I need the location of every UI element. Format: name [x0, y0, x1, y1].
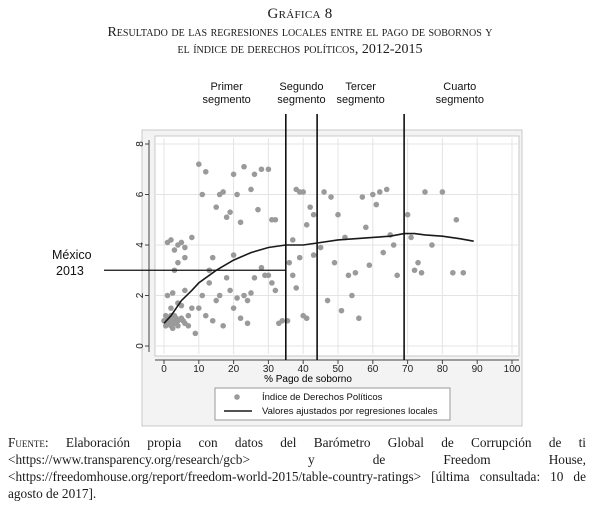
data-point-102 [318, 245, 324, 251]
data-point-24 [179, 240, 185, 246]
data-point-69 [220, 323, 226, 329]
data-point-86 [280, 318, 286, 324]
data-point-54 [248, 187, 254, 193]
data-point-110 [360, 194, 366, 200]
y-tick-label-0: 0 [135, 343, 146, 349]
data-point-131 [440, 189, 446, 195]
data-point-49 [227, 209, 233, 215]
data-point-61 [224, 275, 230, 281]
data-point-134 [460, 270, 466, 276]
data-point-74 [241, 293, 247, 299]
data-point-21 [168, 237, 174, 243]
data-point-123 [380, 250, 386, 256]
data-point-84 [231, 252, 237, 258]
x-tick-label-2: 20 [228, 364, 240, 375]
x-tick-label-3: 30 [262, 364, 274, 375]
y-tick-label-1: 2 [135, 292, 146, 299]
data-point-113 [373, 202, 379, 208]
data-point-130 [429, 242, 435, 248]
data-point-96 [293, 285, 299, 291]
data-point-62 [196, 305, 202, 311]
data-point-99 [311, 252, 317, 258]
legend-item-points: Índice de Derechos Políticos [262, 392, 383, 403]
figure-title-line-2: el índice de derechos políticos, 2012-2015 [177, 42, 423, 57]
data-point-16 [173, 320, 179, 326]
data-point-73 [238, 315, 244, 321]
source-lead: Fuente [8, 435, 45, 450]
x-tick-label-1: 10 [193, 364, 205, 375]
data-point-22 [172, 247, 178, 253]
data-point-87 [286, 260, 292, 266]
data-point-122 [367, 262, 373, 268]
data-point-47 [220, 189, 226, 195]
data-point-80 [266, 273, 272, 279]
data-point-65 [206, 280, 212, 286]
data-point-133 [454, 217, 460, 223]
data-point-53 [241, 164, 247, 170]
x-tick-label-0: 0 [161, 364, 167, 375]
data-point-40 [196, 161, 202, 167]
segment-labels [202, 81, 483, 106]
data-point-108 [353, 270, 359, 276]
data-point-88 [290, 237, 296, 243]
data-point-125 [405, 212, 411, 218]
segment-label-2-line-2: segmento [277, 94, 326, 106]
x-tick-label-6: 60 [367, 364, 379, 375]
x-tick-label-10: 100 [503, 364, 521, 375]
data-point-120 [339, 308, 345, 314]
mexico-label-line-1: México [52, 248, 92, 262]
y-tick-label-2: 4 [135, 242, 146, 248]
data-point-82 [273, 288, 279, 294]
segment-label-4-line-1: Cuarto [443, 81, 477, 93]
data-point-25 [182, 245, 188, 251]
x-axis-label: % Pago de soborno [264, 374, 352, 385]
data-point-15 [170, 326, 176, 332]
mexico-label-line-2: 2013 [56, 264, 84, 278]
data-point-64 [203, 313, 209, 319]
figure-label: Gráfica 8 [267, 6, 333, 22]
data-point-91 [300, 189, 306, 195]
x-tick-label-9: 90 [471, 364, 483, 375]
data-point-126 [408, 235, 414, 241]
data-point-26 [170, 290, 176, 296]
segment-label-3-line-2: segmento [336, 94, 385, 106]
data-point-60 [255, 207, 261, 213]
data-point-103 [321, 189, 327, 195]
data-point-98 [304, 315, 310, 321]
data-point-67 [213, 298, 219, 304]
data-point-104 [328, 194, 334, 200]
data-point-109 [356, 315, 362, 321]
y-tick-label-3: 6 [135, 191, 146, 198]
segment-label-1-line-2: segmento [202, 94, 251, 106]
x-tick-label-7: 70 [402, 364, 414, 375]
segment-label-4-line-2: segmento [435, 94, 484, 106]
data-point-128 [419, 270, 425, 276]
x-tick-label-4: 40 [297, 364, 309, 375]
data-point-71 [231, 305, 237, 311]
data-point-72 [234, 295, 240, 301]
source-note [8, 434, 586, 502]
data-point-44 [210, 255, 216, 261]
plot-area [155, 136, 519, 356]
data-point-105 [335, 212, 341, 218]
data-point-68 [217, 293, 223, 299]
data-point-83 [245, 298, 251, 304]
data-point-42 [203, 169, 209, 175]
y-tick-label-4: 8 [135, 141, 146, 147]
data-point-77 [252, 275, 258, 281]
legend-item-line: Valores ajustados por regresiones locales [262, 406, 438, 417]
data-point-124 [332, 260, 338, 266]
x-tick-label-8: 80 [436, 364, 448, 375]
data-point-93 [311, 212, 317, 218]
figure-title-line-1: Resultado de las regresiones locales entre el pago de sobornos y [107, 25, 493, 40]
data-point-31 [168, 305, 174, 311]
data-point-38 [182, 255, 188, 261]
data-point-48 [224, 214, 230, 220]
data-point-81 [269, 280, 275, 286]
data-point-115 [384, 187, 390, 193]
data-point-41 [199, 192, 205, 198]
data-point-33 [182, 288, 188, 294]
segment-label-2-line-1: Segundo [279, 81, 324, 93]
data-point-135 [415, 260, 421, 266]
data-point-63 [199, 293, 205, 299]
x-tick-label-5: 50 [332, 364, 344, 375]
data-point-127 [412, 267, 418, 273]
data-point-111 [363, 225, 369, 231]
data-point-57 [266, 166, 272, 172]
data-point-30 [165, 293, 171, 299]
data-point-37 [193, 331, 199, 337]
data-point-36 [186, 323, 192, 329]
data-point-94 [304, 222, 310, 228]
data-point-107 [346, 273, 352, 279]
data-point-59 [273, 217, 279, 223]
data-point-55 [252, 172, 258, 178]
segment-label-3-line-1: Tercer [345, 81, 376, 93]
data-point-56 [259, 166, 265, 172]
data-point-129 [422, 189, 428, 195]
data-point-95 [290, 273, 296, 279]
data-point-112 [370, 192, 376, 198]
legend-point-symbol [234, 394, 240, 400]
data-point-119 [325, 298, 331, 304]
data-point-50 [231, 172, 237, 178]
data-point-35 [189, 305, 195, 311]
data-point-52 [238, 219, 244, 225]
data-point-39 [189, 235, 195, 241]
data-point-34 [186, 313, 192, 319]
data-point-114 [377, 189, 383, 195]
data-point-45 [213, 204, 219, 210]
data-point-92 [307, 204, 313, 210]
data-point-75 [245, 320, 251, 326]
data-point-66 [210, 318, 216, 324]
data-point-101 [297, 255, 303, 261]
data-point-121 [349, 293, 355, 299]
legend [215, 388, 450, 420]
data-point-117 [391, 242, 397, 248]
data-point-76 [248, 290, 254, 296]
data-point-29 [175, 260, 181, 266]
segment-label-1-line-1: Primer [210, 81, 243, 93]
data-point-51 [234, 192, 240, 198]
data-point-132 [450, 270, 456, 276]
source-text: : Elaboración propia con datos del Barómetro Global de Corrupción de ti <https://www.transparency.org/research/gcb> y de Freedom House, <https://freedomhouse.org/report/freedom-world-2015/table-country-ratings> [última consultada: 10 de agosto de 2017]. [8, 435, 586, 501]
data-point-70 [227, 288, 233, 294]
data-point-118 [394, 273, 400, 279]
